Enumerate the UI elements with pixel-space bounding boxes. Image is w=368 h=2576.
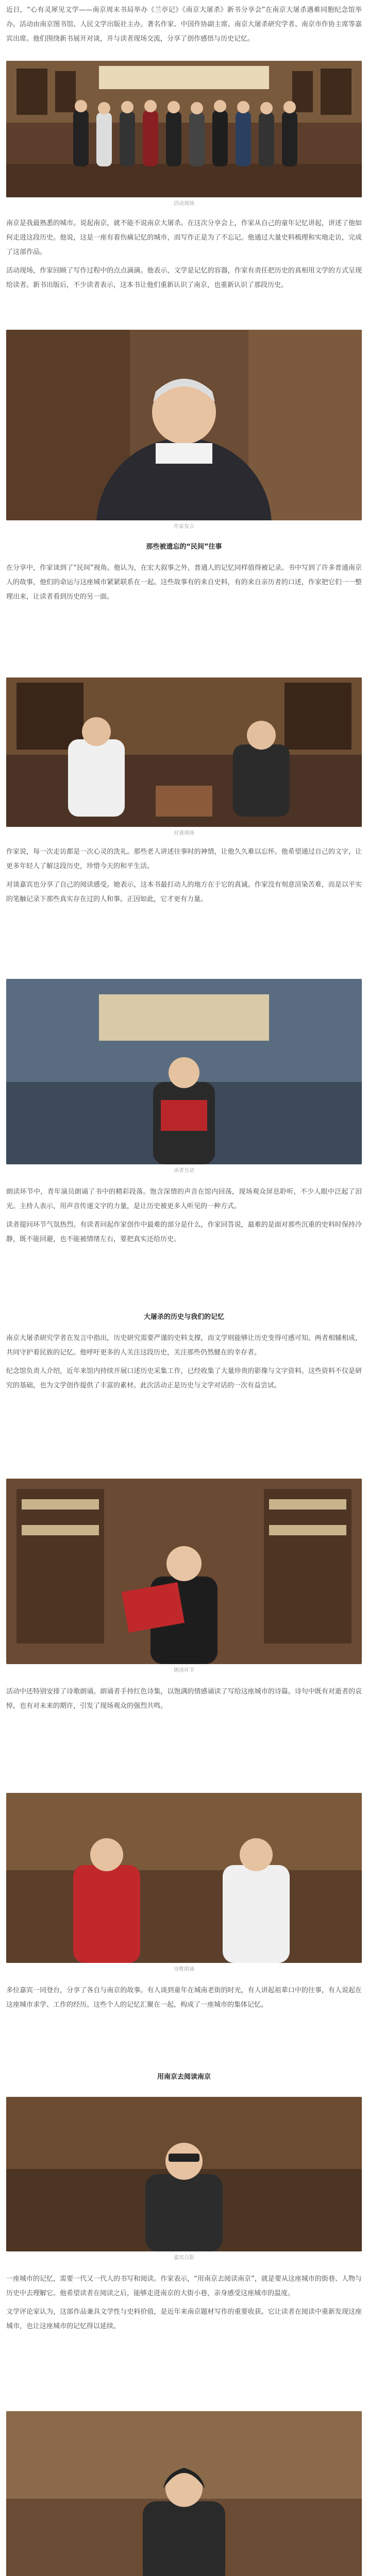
paragraph: 一座城市的记忆，需要一代又一代人的书写和阅读。作家表示，“用南京去阅读南京”，就是要从这座城市的街巷、人物与历史中去理解它。他希望读者在阅读之后，能够走进南京的大街小巷，亲身感受这座城市的温度。 (6, 2275, 362, 2297)
section-5 (6, 1685, 362, 1714)
paragraph: 南京大屠杀研究学者在发言中指出，历史研究需要严谨的史料支撑，而文学则能够让历史变得可感可知。两者相辅相成，共同守护着民族的记忆。他呼吁更多的人关注这段历史，关注那些仍然健在的幸存者。 (6, 1334, 362, 1357)
reader-photo (6, 979, 362, 1164)
paragraph: 在分享中，作家谈到了“民间”视角。他认为，在宏大叙事之外，普通人的记忆同样值得被记录。书中写到了许多普通南京人的故事，他们的命运与这座城市紧紧联系在一起。这些故事有的来自史料，有的来自亲历者的口述，作家把它们一一整理出来，让读者看到历史的另一面。 (6, 564, 362, 601)
section-4 (6, 1311, 362, 1393)
section-2 (6, 541, 362, 604)
section-1 (6, 216, 362, 293)
photo-caption: 对谈现场 (174, 831, 194, 836)
reading-photo (6, 1479, 362, 1664)
paragraph: 朗读环节中，青年演员朗诵了书中的精彩段落。饱含深情的声音在馆内回荡，现场观众屏息聆听，不少人眼中泛起了泪光。主持人表示，用声音传递文字的力量，是让历史被更多人听见的一种方式。 (6, 1188, 362, 1210)
paragraph: 多位嘉宾一同登台，分享了各自与南京的故事。有人谈到童年在城南老街的时光，有人讲起祖辈口中的往事，有人说起在这座城市求学、工作的经历。这些个人的记忆汇聚在一起，构成了一座城市的集体记忆。 (6, 1987, 362, 2009)
photo-caption: 朗读环节 (174, 1668, 194, 1673)
intro-block (6, 3, 362, 46)
paragraph: 活动中还特别安排了诗歌朗诵。朗诵者手持红色诗集，以饱满的情感诵读了写给这座城市的诗篇。诗句中既有对逝者的哀悼，也有对未来的期许，引发了现场观众的强烈共鸣。 (6, 1688, 362, 1710)
paragraph: 读者提问环节气氛热烈。有读者问起作家创作中最难的部分是什么，作家回答说，最难的是面对那些沉重的史料时保持冷静，既不能回避，也不能被情绪左右，要把真实还给历史。 (6, 1221, 362, 1243)
section-6 (6, 2272, 362, 2334)
guests-photo (6, 2097, 362, 2251)
section-heading: 那些被遗忘的“民间”往事 (146, 543, 222, 551)
section-heading: 大屠杀的历史与我们的记忆 (143, 1313, 224, 1321)
photo-caption: 活动现场 (174, 201, 194, 207)
section-3 (6, 1185, 362, 1247)
speaker-photo (6, 330, 362, 520)
section-5-cont (6, 1984, 362, 2012)
section-heading: 用南京去阅读南京 (157, 2073, 211, 2081)
guest-photo (6, 2411, 362, 2576)
paragraph: 作家说，每一次走访都是一次心灵的洗礼。那些老人讲述往事时的神情，让他久久难以忘怀。他希望通过自己的文字，让更多年轻人了解这段历史，珍惜今天的和平生活。 (6, 848, 362, 870)
paragraph: 文学评论家认为，这部作品兼具文学性与史料价值，是近年来南京题材写作的重要收获。它让读者在阅读中重新发现这座城市，也让这座城市的记忆得以延续。 (6, 2308, 362, 2330)
photo-caption: 读者互动 (174, 1168, 194, 1174)
paragraph: 纪念馆负责人介绍，近年来馆内持续开展口述历史采集工作，已经收集了大量珍贵的影像与文字资料。这些资料不仅是研究的基础，也为文学创作提供了丰富的素材。此次活动正是历史与文学对话的一次有益尝试。 (6, 1367, 362, 1389)
dialogue-photo (6, 677, 362, 827)
section-6-head (6, 2071, 362, 2081)
section-2-cont (6, 845, 362, 907)
photo-caption: 诗歌朗诵 (174, 1967, 194, 1972)
group-photo (6, 61, 362, 197)
paragraph: 南京是我最熟悉的城市。说起南京，就不能不说南京大屠杀。在这次分享会上，作家从自己的童年记忆讲起，讲述了他如何走进这段历史。他说，这是一座有着伤痛记忆的城市，而写作正是为了不忘记。他通过大量史料梳理和实地走访，完成了这部作品。 (6, 219, 362, 256)
photo-caption: 嘉宾合影 (174, 2255, 194, 2261)
paragraph: 活动现场，作家回顾了写作过程中的点点滴滴。他表示，文学是记忆的容器，作家有责任把历史的真相用文学的方式呈现给读者。新书出版后，不少读者表示，这本书让他们重新认识了南京，也重新认识了那段历史。 (6, 267, 362, 289)
photo-caption: 作家发言 (174, 524, 194, 530)
paragraph: 对谈嘉宾也分享了自己的阅读感受。她表示，这本书最打动人的地方在于它的真诚。作家没有刻意渲染苦难，而是以平实的笔触记录下那些真实存在过的人和事。正因如此，它才更有力量。 (6, 881, 362, 903)
intro-paragraph: 近日，“心有灵犀见文学——南京周末书局举办《兰亭记》《南京大屠杀》新书分享会”在南京大屠杀遇难同胞纪念馆举办。活动由南京图书馆、人民文学出版社主办。著名作家、中国作协副主席、南京大屠杀研究学者、南京市作协主席等嘉宾出席。他们围绕新书展开对谈，并与读者现场交流，分享了创作感悟与历史记忆。 (6, 6, 362, 43)
poetry-photo (6, 1793, 362, 1963)
